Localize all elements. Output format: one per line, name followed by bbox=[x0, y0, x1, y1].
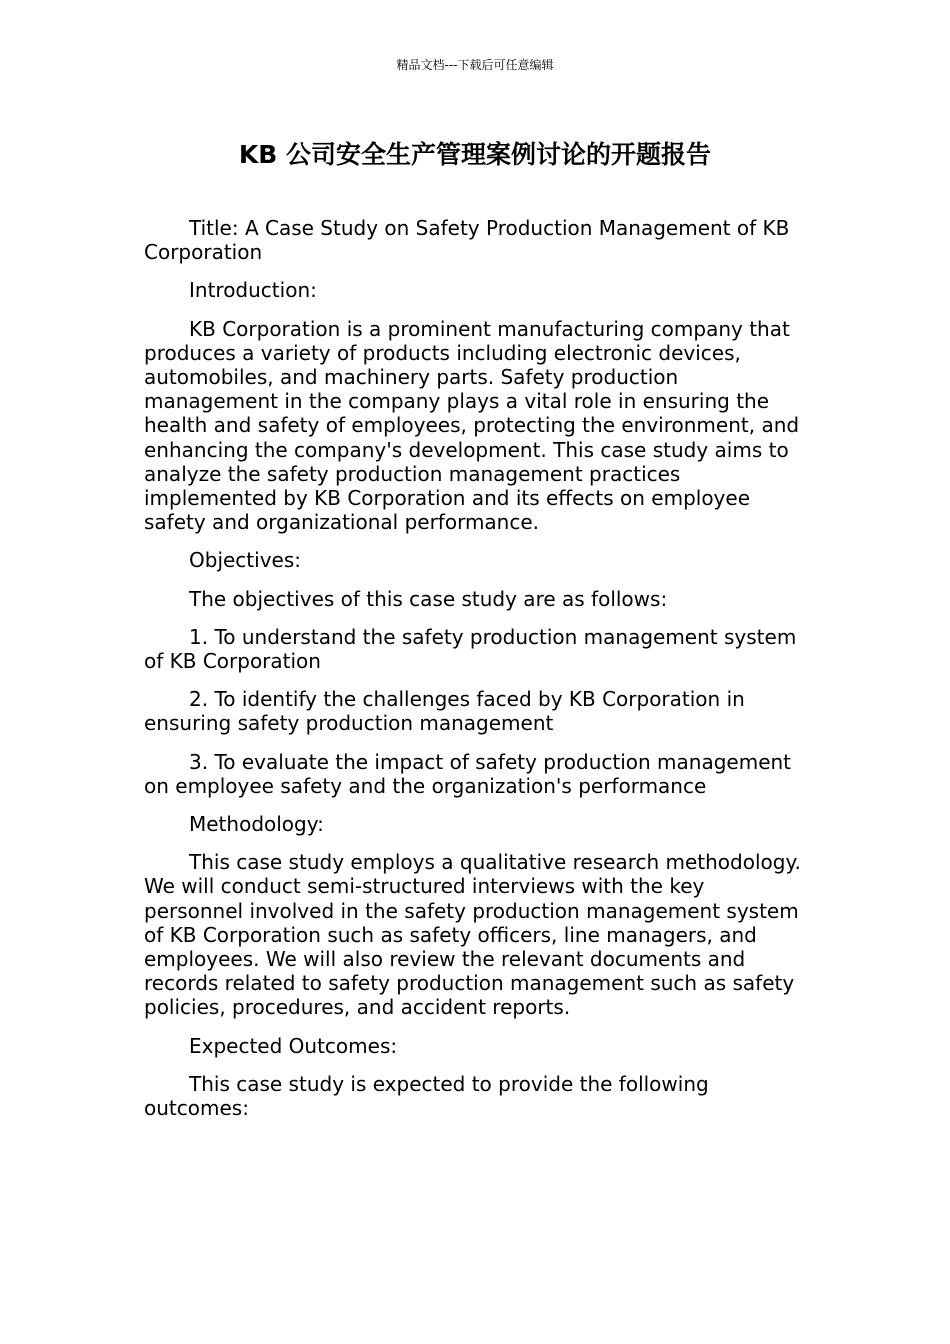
heading-expected-outcomes: Expected Outcomes: bbox=[189, 1033, 398, 1058]
paragraph-expected-outcomes: This case study is expected to provide the following outcomes: bbox=[144, 1071, 709, 1121]
paragraph-introduction: KB Corporation is a prominent manufacturing company that produces a variety of products including electronic devices, automobiles, and machinery parts. Safety production management in the company plays a vital role in ensuring the health and safety of employees, protecting the environment, and enhancing the company's development. This case study aims to analyze the safety production management practices implemented by KB Corporation and its effects on employee safety and organizational performance. bbox=[144, 316, 800, 535]
page-header: 精品文档---下载后可任意编辑 bbox=[396, 58, 554, 72]
heading-objectives: Objectives: bbox=[189, 548, 301, 573]
paragraph-title-line: Title: A Case Study on Safety Production Management of KB Corporation bbox=[144, 216, 790, 265]
paragraph-objectives-intro: The objectives of this case study are as follows: bbox=[189, 586, 668, 611]
objective-item-2: 2. To identify the challenges faced by KB Corporation in ensuring safety production management bbox=[144, 687, 745, 736]
heading-introduction: Introduction: bbox=[189, 278, 317, 303]
objective-item-1: 1. To understand the safety production management system of KB Corporation bbox=[144, 624, 797, 674]
objective-item-3: 3. To evaluate the impact of safety production management on employee safety and the organization's performance bbox=[144, 749, 792, 798]
document-body bbox=[144, 216, 806, 1134]
heading-methodology: Methodology: bbox=[189, 812, 324, 837]
paragraph-methodology: This case study employs a qualitative research methodology. We will conduct semi-structured interviews with the key personnel involved in the safety production management system of KB Corporation such as safety officers, line managers, and employees. We will also review the relevant documents and records related to safety production management such as safety policies, procedures, and accident reports. bbox=[144, 850, 801, 1020]
document-title: KB 公司安全生产管理案例讨论的开题报告 bbox=[238, 140, 712, 169]
